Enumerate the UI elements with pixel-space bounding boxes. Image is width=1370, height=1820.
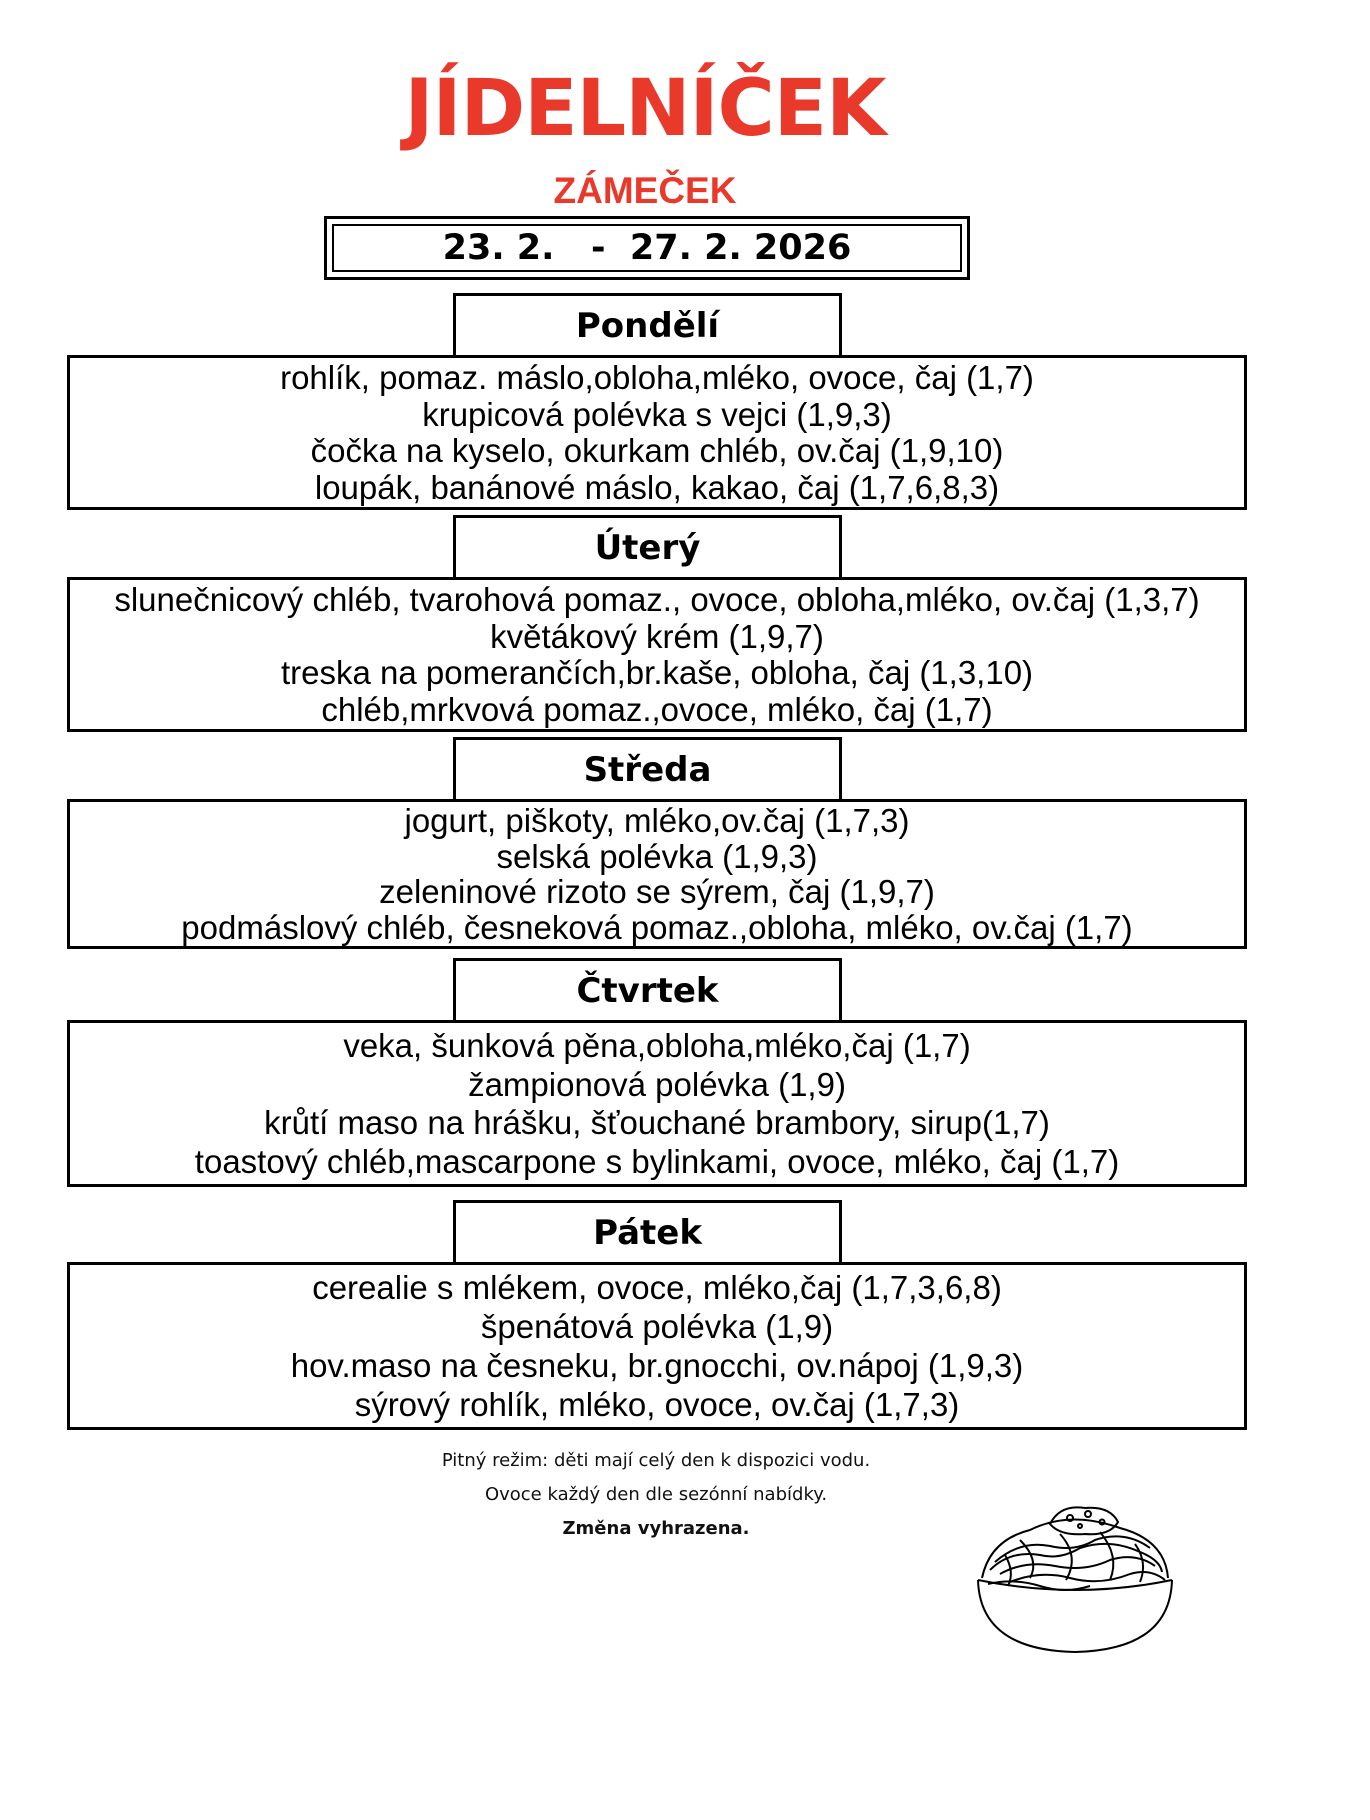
day-menu-thursday <box>67 1020 1247 1187</box>
day-heading-tuesday: Úterý <box>453 515 842 577</box>
day-heading-thursday: Čtvrtek <box>453 958 842 1020</box>
date-range-box <box>324 216 970 280</box>
menu-item: loupák, banánové máslo, kakao, čaj (1,7,6,8,3) <box>314 468 1000 506</box>
change-reserved-note: Změna vyhrazena. <box>562 1518 750 1539</box>
menu-item: selská polévka (1,9,3) <box>496 837 818 875</box>
day-heading-friday: Pátek <box>453 1200 842 1262</box>
menu-item: treska na pomerančích,br.kaše, obloha, čaj (1,3,10) <box>280 654 1034 692</box>
day-heading-wednesday: Středa <box>453 737 842 799</box>
page-title: JÍDELNÍČEK <box>404 64 886 154</box>
fruit-note: Ovoce každý den dle sezónní nabídky. <box>484 1484 828 1505</box>
menu-item: cerealie s mlékem, ovoce, mléko,čaj (1,7,3,6,8) <box>312 1269 1002 1306</box>
menu-item: podmáslový chléb, česneková pomaz.,obloha, mléko, ov.čaj (1,7) <box>181 908 1133 946</box>
menu-item: čočka na kyselo, okurkam chléb, ov.čaj (1,9,10) <box>310 432 1004 470</box>
menu-item: krůtí maso na hrášku, šťouchané brambory, sirup(1,7) <box>264 1104 1050 1142</box>
day-heading-monday: Pondělí <box>453 293 842 355</box>
menu-item: květákový krém (1,9,7) <box>490 617 824 655</box>
day-menu-monday <box>67 355 1247 510</box>
menu-item: veka, šunková pěna,obloha,mléko,čaj (1,7) <box>343 1026 971 1064</box>
day-menu-friday <box>67 1262 1247 1430</box>
menu-item: sýrový rohlík, mléko, ovoce, ov.čaj (1,7,3) <box>354 1386 960 1423</box>
date-range: 23. 2. - 27. 2. 2026 <box>332 224 962 272</box>
page-subtitle: ZÁMEČEK <box>553 170 737 211</box>
day-menu-wednesday <box>67 799 1247 949</box>
menu-item: krupicová polévka s vejci (1,9,3) <box>422 395 892 433</box>
menu-item: rohlík, pomaz. máslo,obloha,mléko, ovoce, čaj (1,7) <box>280 359 1034 397</box>
spaghetti-bowl-icon <box>970 1500 1180 1660</box>
drinking-regime-note: Pitný režim: děti mají celý den k dispozici vodu. <box>441 1450 871 1471</box>
menu-item: jogurt, piškoty, mléko,ov.čaj (1,7,3) <box>404 802 910 840</box>
menu-item: slunečnicový chléb, tvarohová pomaz., ovoce, obloha,mléko, ov.čaj (1,3,7) <box>114 581 1200 619</box>
menu-item: špenátová polévka (1,9) <box>480 1308 834 1345</box>
menu-item: hov.maso na česneku, br.gnocchi, ov.nápoj (1,9,3) <box>290 1347 1024 1384</box>
menu-item: toastový chléb,mascarpone s bylinkami, ovoce, mléko, čaj (1,7) <box>194 1143 1120 1181</box>
day-menu-tuesday <box>67 577 1247 732</box>
menu-item: chléb,mrkvová pomaz.,ovoce, mléko, čaj (1,7) <box>321 690 993 728</box>
menu-item: zeleninové rizoto se sýrem, čaj (1,9,7) <box>379 873 935 911</box>
menu-item: žampionová polévka (1,9) <box>468 1065 846 1103</box>
